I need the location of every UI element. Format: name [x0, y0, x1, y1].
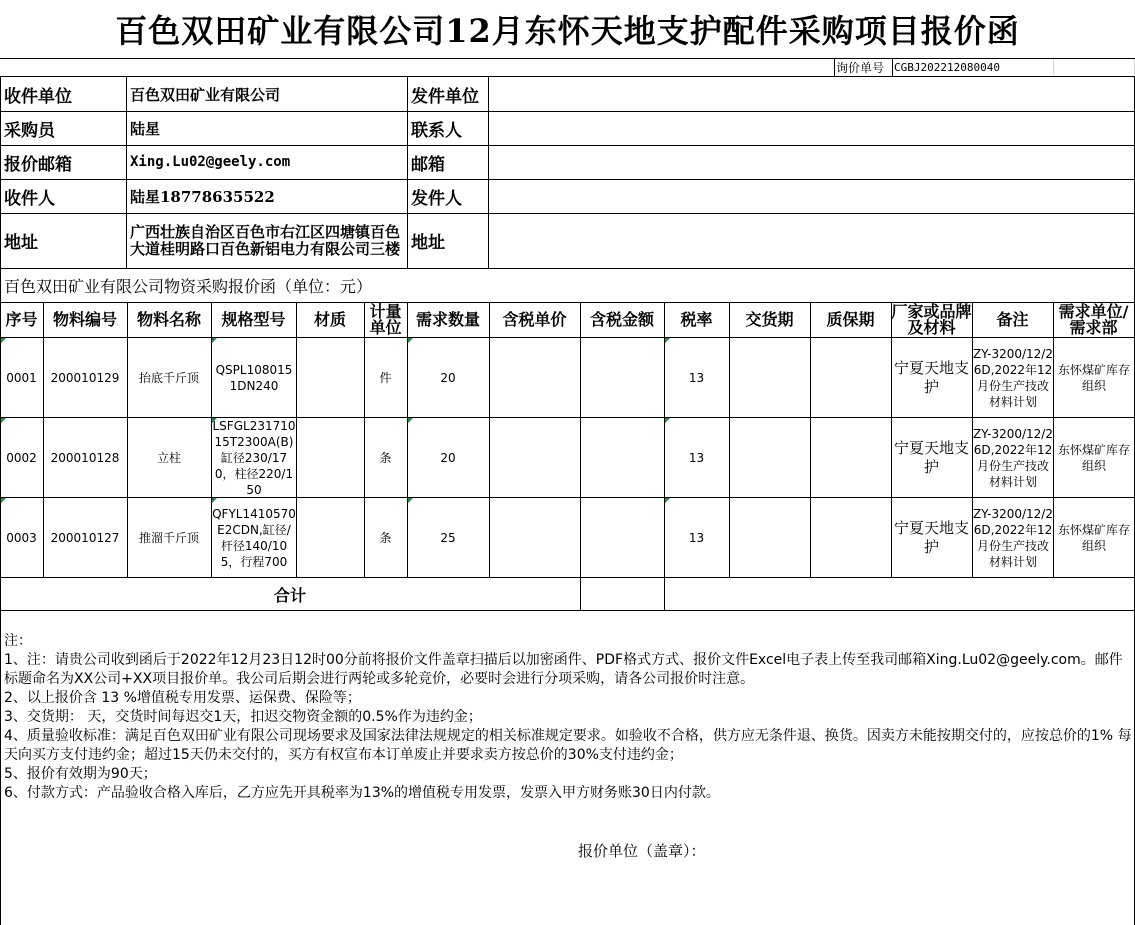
row2-no: 0002	[6, 450, 37, 465]
row1-brand: 宁夏天地支护	[893, 358, 969, 396]
row3-name: 推溜千斤顶	[138, 530, 199, 545]
row3-brand: 宁夏天地支护	[893, 518, 969, 556]
quote-email-value: Xing.Lu02@geely.com	[130, 154, 291, 170]
col-header-unit: 计量单位	[369, 303, 402, 337]
contact-label: 联系人	[411, 120, 462, 141]
quote-email-label: 报价邮箱	[4, 154, 72, 175]
col-header-name: 物料名称	[136, 310, 201, 329]
row3-no: 0003	[6, 530, 37, 545]
total-amount-field[interactable]	[580, 578, 664, 610]
row3-remark: ZY-3200/12/26D,2022年12月份生产技改材料计划	[973, 506, 1053, 569]
email-field[interactable]	[488, 145, 1134, 179]
cell-indicator	[212, 418, 217, 423]
row1-no: 0001	[6, 370, 37, 385]
row1-code: 200010129	[50, 370, 120, 385]
sender-unit-label: 发件单位	[411, 86, 479, 107]
row1-name: 抬底千斤顶	[138, 370, 199, 385]
col-header-price: 含税单价	[502, 310, 567, 329]
sender-label: 发件人	[411, 188, 462, 209]
email-label: 邮箱	[411, 154, 445, 175]
receiver-unit-label: 收件单位	[4, 86, 72, 107]
row2-unit: 条	[379, 450, 392, 465]
row2-remark: ZY-3200/12/26D,2022年12月份生产技改材料计划	[973, 426, 1053, 489]
row3-unit: 条	[379, 530, 392, 545]
col-header-dept: 需求单位/需求部	[1058, 303, 1129, 337]
address-value: 广西壮族自治区百色市右江区四塘镇百色大道桂明路口百色新铝电力有限公司三楼	[130, 222, 401, 258]
inquiry-label: 询价单号	[836, 60, 885, 75]
row3-qty: 25	[440, 530, 456, 545]
notes-block	[4, 632, 1132, 803]
row2-spec: LSFGL23171015T2300A(B)缸径230/170，柱径220/150	[212, 418, 296, 497]
row3-code: 200010127	[50, 530, 120, 545]
cell-indicator	[665, 418, 670, 423]
col-header-spec: 规格型号	[221, 310, 286, 329]
cell-indicator	[1, 498, 6, 503]
row1-unit: 件	[379, 370, 392, 385]
col-header-brand: 厂家或品牌及材料	[891, 303, 972, 337]
row3-dept: 东怀煤矿库存组织	[1057, 522, 1130, 553]
sender-field[interactable]	[488, 179, 1134, 213]
row2-brand: 宁夏天地支护	[893, 438, 969, 476]
recipient-value: 陆星18778635522	[130, 187, 275, 206]
col-header-tax: 税率	[680, 310, 713, 329]
row1-qty: 20	[440, 370, 456, 385]
cell-indicator	[1, 338, 6, 343]
row2-dept: 东怀煤矿库存组织	[1057, 442, 1130, 473]
col-header-qty: 需求数量	[415, 310, 480, 329]
grid-line	[1053, 58, 1054, 75]
cell-indicator	[665, 338, 670, 343]
row1-remark: ZY-3200/12/26D,2022年12月份生产技改材料计划	[973, 346, 1053, 409]
note-5: 5、报价有效期为90天；	[4, 766, 157, 782]
row2-price-input[interactable]	[489, 418, 580, 497]
stamp-label: 报价单位（盖章）：	[578, 842, 706, 860]
contact-field[interactable]	[488, 111, 1134, 145]
cell-indicator	[1, 418, 6, 423]
address-label: 地址	[4, 233, 38, 253]
total-label: 合计	[273, 585, 306, 605]
row3-tax: 13	[688, 530, 705, 545]
cell-indicator	[408, 338, 413, 343]
col-header-no: 序号	[5, 310, 38, 329]
cell-indicator	[212, 338, 217, 343]
row2-tax: 13	[688, 450, 705, 465]
note-2: 2、以上报价含 13 %增值税专用发票、运保费、保险等；	[4, 690, 361, 706]
cell-indicator	[408, 418, 413, 423]
col-header-remark: 备注	[996, 310, 1029, 329]
note-6: 6、付款方式：产品验收合格入库后，乙方应先开具税率为13%的增值税专用发票，发票入甲方财务账30日内付款。	[4, 785, 720, 801]
col-header-amount: 含税金额	[589, 310, 654, 329]
col-header-material: 材质	[313, 310, 346, 329]
row2-name: 立柱	[156, 450, 181, 465]
recipient-label: 收件人	[4, 188, 55, 209]
receiver-unit-value: 百色双田矿业有限公司	[130, 85, 281, 104]
inquiry-number: CGBJ202212080040	[894, 60, 1000, 74]
page-title: 百色双田矿业有限公司12月东怀天地支护配件采购项目报价函	[115, 12, 1020, 50]
section-title: 百色双田矿业有限公司物资采购报价函（单位：元）	[4, 276, 373, 296]
row3-price-input[interactable]	[489, 498, 580, 577]
col-header-code: 物料编号	[52, 310, 117, 329]
col-header-warranty: 质保期	[826, 310, 875, 329]
cell-indicator	[212, 498, 217, 503]
notes-heading: 注：	[4, 633, 32, 649]
sender-unit-field[interactable]	[488, 77, 1134, 111]
note-4: 4、质量验收标准：满足百色双田矿业有限公司现场要求及国家法律法规规定的相关标准规定要求。如验收不合格，供方应无条件退、换货。因卖方未能按期交付的，应按总价的1% 每天向买方支付违约金；超过15天仍未交付的，买方有权宣布本订单废止并要求卖方按总价的30%支付违约金；	[4, 728, 1132, 763]
row2-qty: 20	[440, 450, 456, 465]
row2-code: 200010128	[50, 450, 120, 465]
buyer-value: 陆星	[130, 119, 161, 138]
note-3: 3、交货期： 天，交货时间每迟交1天，扣迟交物资金额的0.5%作为违约金；	[4, 709, 482, 725]
row1-price-input[interactable]	[489, 338, 580, 417]
row1-spec: QSPL1080151DN240	[215, 362, 293, 393]
row1-dept: 东怀煤矿库存组织	[1057, 362, 1130, 393]
address2-label: 地址	[411, 233, 445, 253]
cell-indicator	[665, 498, 670, 503]
row3-spec: QFYL1410570E2CDN,缸径/杆径140/105，行程700	[212, 506, 296, 569]
row1-tax: 13	[688, 370, 705, 385]
col-header-delivery: 交货期	[745, 310, 794, 329]
cell-indicator	[408, 498, 413, 503]
note-1: 1、注：请贵公司收到函后于2022年12月23日12时00分前将报价文件盖章扫描后以加密函件、PDF格式方式、报价文件Excel电子表上传至我司邮箱Xing.Lu02@geely.com。邮件标题命名为XX公司+XX项目报价单。我公司后期会进行两轮或多轮竞价，必要时会进行分项采购，请各公司报价时注意。	[4, 652, 1123, 687]
buyer-label: 采购员	[4, 120, 55, 141]
address2-field[interactable]	[488, 213, 1134, 268]
